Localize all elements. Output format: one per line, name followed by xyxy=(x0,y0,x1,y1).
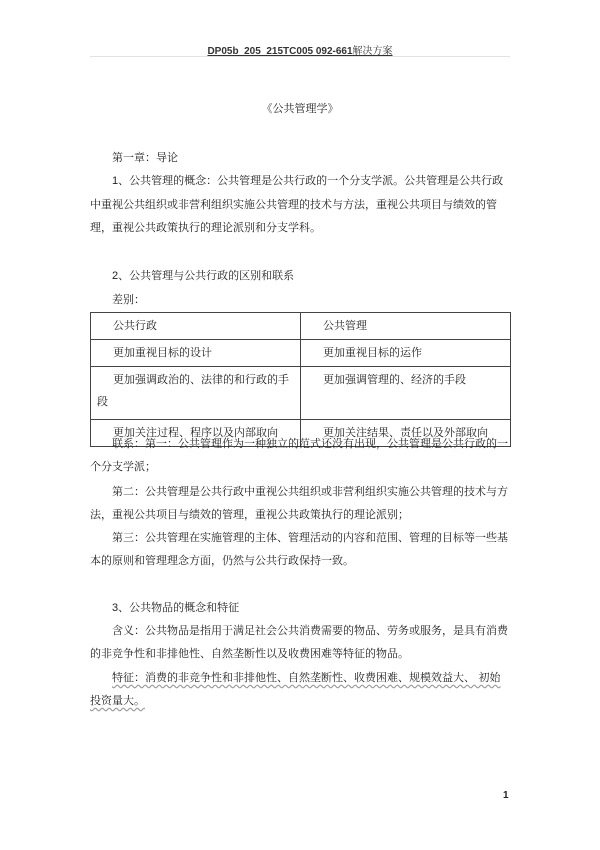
link-paragraph-2: 第二：公共管理是公共行政中重视公共组织或非营利组织实施公共管理的技术与方法，重视公共项目与绩效的管理，重视公共政策执行的理论派别； xyxy=(90,485,508,521)
table-cell: 更加关注过程、程序以及内部取向 xyxy=(91,420,301,447)
header-rule xyxy=(90,56,510,57)
comparison-table xyxy=(90,312,511,447)
header-code: DP05b_205_215TC005 092-661 xyxy=(207,46,353,57)
section-3-heading-text: 公共物品的概念和特征 xyxy=(129,601,240,614)
header-suffix: 解决方案 xyxy=(352,46,393,57)
section-2-number: 2、 xyxy=(112,270,130,282)
table-cell: 更加重视目标的运作 xyxy=(301,340,511,367)
table-header-cell: 公共行政 xyxy=(91,313,301,340)
page-header xyxy=(0,42,600,57)
table-row xyxy=(91,367,511,420)
table-row xyxy=(91,340,511,367)
section-2-heading-text: 公共管理与公共行政的区别和联系 xyxy=(129,269,295,282)
table-cell: 更加强调管理的、经济的手段 xyxy=(301,367,511,420)
difference-label: 差别： xyxy=(112,293,145,306)
link-paragraph-3: 第三：公共管理在实施管理的主体、管理活动的内容和范围、管理的目标等一些基本的原则和管理理念方面，仍然与公共行政保持一致。 xyxy=(90,531,508,567)
table-header-row xyxy=(91,313,511,340)
table-cell: 更加强调政治的、法律的和行政的手段 xyxy=(91,367,301,420)
table-cell: 更加重视目标的设计 xyxy=(91,340,301,367)
definition-paragraph: 含义：公共物品是指用于满足社会公共消费需要的物品、劳务或服务，是具有消费的非竞争性和非排他性、自然垄断性以及收费困难等特征的物品。 xyxy=(90,624,508,660)
document-title: 《公共管理学》 xyxy=(261,102,339,115)
table-header-cell: 公共管理 xyxy=(301,313,511,340)
features-paragraph: 特征：消费的非竞争性和非排他性、自然垄断性、收费困难、规模效益大、 初始投资量大。 xyxy=(90,671,501,707)
section-1-paragraph xyxy=(90,169,510,239)
link-paragraph-1: 联系：第一：公共管理作为一种独立的范式还没有出现，公共管理是公共行政的一个分支学派； xyxy=(90,437,508,473)
page-number: 1 xyxy=(503,790,509,801)
section-3-heading xyxy=(90,596,510,620)
section-3-number: 3、 xyxy=(112,602,130,614)
section-1-number: 1、 xyxy=(112,175,130,187)
section-2-heading xyxy=(90,264,510,288)
section-1-text: 公共管理的概念：公共管理是公共行政的一个分支学派。公共管理是公共行政中重视公共组织或非营利组织实施公共管理的技术与方法，重视公共项目与绩效的管理，重视公共政策执行的理论派别和分支学科。 xyxy=(90,174,504,234)
chapter-heading: 第一章：导论 xyxy=(112,151,178,164)
table-cell: 更加关注结果、责任以及外部取向 xyxy=(301,420,511,447)
